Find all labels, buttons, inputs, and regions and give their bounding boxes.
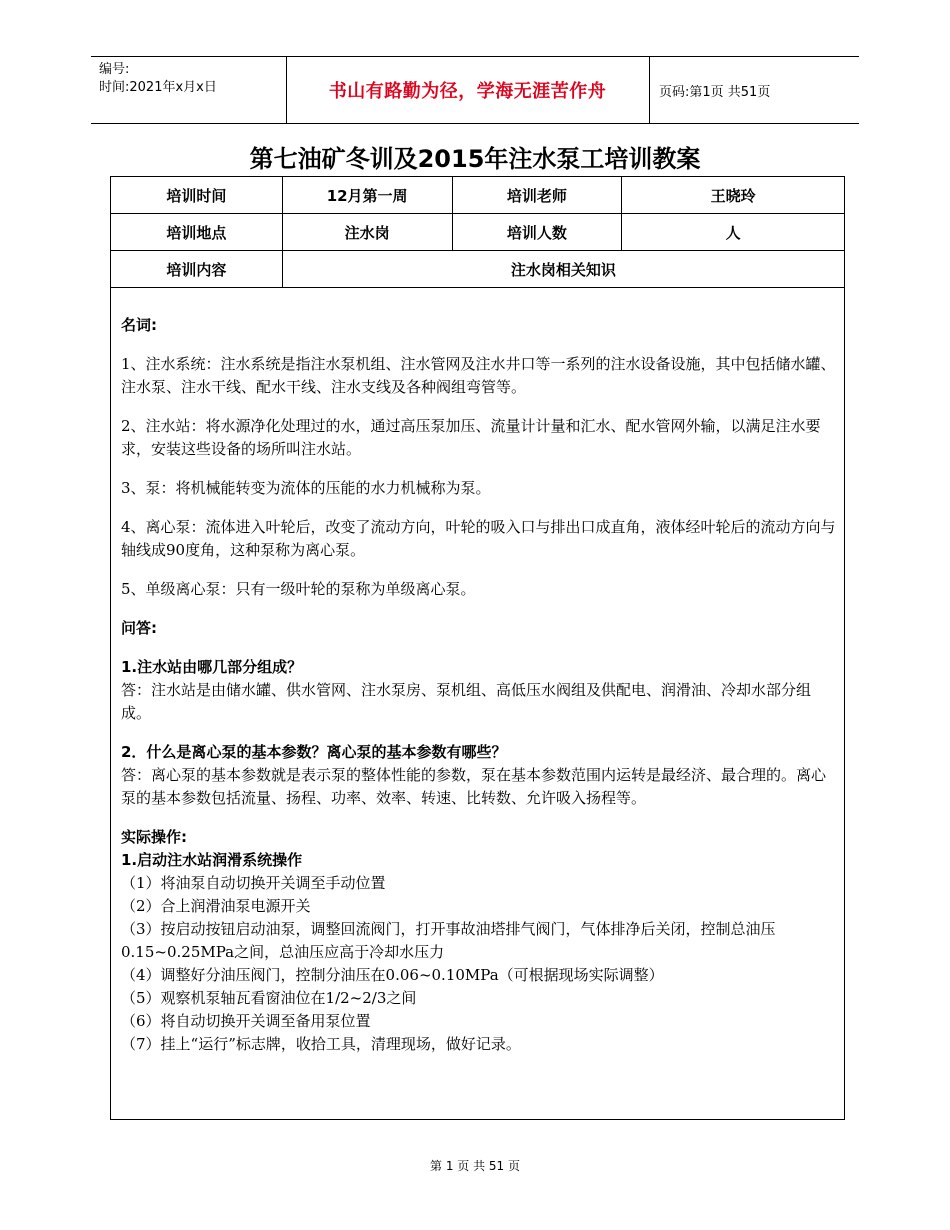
- time-label: 时间:2021年x月x日: [99, 80, 217, 95]
- place-value-cell: 注水岗: [282, 214, 452, 251]
- answer-1: 答：注水站是由储水罐、供水管网、注水泵房、泵机组、高低压水阀组及供配电、润滑油、冷却水部分组成。: [121, 681, 812, 722]
- qa-heading: 问答:: [121, 619, 157, 637]
- table-row: [111, 214, 845, 251]
- teacher-value-cell: 王晓玲: [622, 177, 845, 214]
- term-paragraph: 2、注水站：将水源净化处理过的水，通过高压泵加压、流量计计量和汇水、配水管网外输，以满足注水要求，安装这些设备的场所叫注水站。: [121, 417, 821, 458]
- content-label-cell: 培训内容: [111, 251, 283, 288]
- operation-title: 1.启动注水站润滑系统操作: [121, 851, 303, 869]
- page-footer: 第 1 页 共 51 页: [430, 1159, 520, 1173]
- time-value-cell: 12月第一周: [282, 177, 452, 214]
- operation-step: （7）挂上“运行”标志牌，收拾工具，清理现场，做好记录。: [121, 1035, 521, 1053]
- header-meta: [99, 61, 217, 97]
- page-header: [91, 56, 859, 124]
- content-value-cell: 注水岗相关知识: [282, 251, 844, 288]
- operation-step: （5）观察机泵轴瓦看窗油位在1/2~2/3之间: [121, 989, 417, 1007]
- operation-step: （6）将自动切换开关调至备用泵位置: [121, 1012, 371, 1030]
- answer-2: 答：离心泵的基本参数就是表示泵的整体性能的参数，泵在基本参数范围内运转是最经济、最合理的。离心泵的基本参数包括流量、扬程、功率、效率、转速、比转数、允许吸入扬程等。: [121, 766, 827, 807]
- question-2: 2．什么是离心泵的基本参数？离心泵的基本参数有哪些？: [121, 743, 507, 761]
- table-row: [111, 251, 845, 288]
- content-box: [110, 286, 845, 1120]
- operation-step: （2）合上润滑油泵电源开关: [121, 897, 311, 915]
- term-paragraph: 3、泵：将机械能转变为流体的压能的水力机械称为泵。: [121, 479, 491, 497]
- operation-step: （4）调整好分油压阀门，控制分油压在0.06~0.10MPa（可根据现场实际调整）: [121, 966, 664, 984]
- term-paragraph: 4、离心泵：流体进入叶轮后，改变了流动方向，叶轮的吸入口与排出口成直角，液体经叶轮后的流动方向与轴线成90度角，这种泵称为离心泵。: [121, 518, 836, 559]
- place-label-cell: 培训地点: [111, 214, 283, 251]
- question-1: 1.注水站由哪几部分组成？: [121, 658, 303, 676]
- count-label-cell: 培训人数: [452, 214, 622, 251]
- teacher-label-cell: 培训老师: [452, 177, 622, 214]
- header-page-info: 页码:第1页 共51页: [659, 84, 771, 100]
- header-divider: [649, 57, 650, 123]
- operation-step: （3）按启动按钮启动油泵，调整回流阀门，打开事故油塔排气阀门，气体排净后关闭，控制总油压0.15~0.25MPa之间，总油压应高于冷却水压力: [121, 920, 776, 961]
- table-row: [111, 177, 845, 214]
- info-table: [110, 176, 845, 288]
- number-label: 编号:: [99, 62, 130, 77]
- operations-heading: 实际操作:: [121, 828, 187, 846]
- time-label-cell: 培训时间: [111, 177, 283, 214]
- term-paragraph: 1、注水系统：注水系统是指注水泵机组、注水管网及注水井口等一系列的注水设备设施，其中包括储水罐、注水泵、注水干线、配水干线、注水支线及各种阀组弯管等。: [121, 355, 836, 396]
- content-body: [121, 314, 837, 1056]
- operation-step: （1）将油泵自动切换开关调至手动位置: [121, 874, 386, 892]
- count-value-cell: 人: [622, 214, 845, 251]
- header-motto: 书山有路勤为径，学海无涯苦作舟: [328, 81, 607, 102]
- term-paragraph: 5、单级离心泵：只有一级叶轮的泵称为单级离心泵。: [121, 580, 476, 598]
- document-title: 第七油矿冬训及2015年注水泵工培训教案: [249, 145, 701, 173]
- terms-heading: 名词:: [121, 316, 157, 334]
